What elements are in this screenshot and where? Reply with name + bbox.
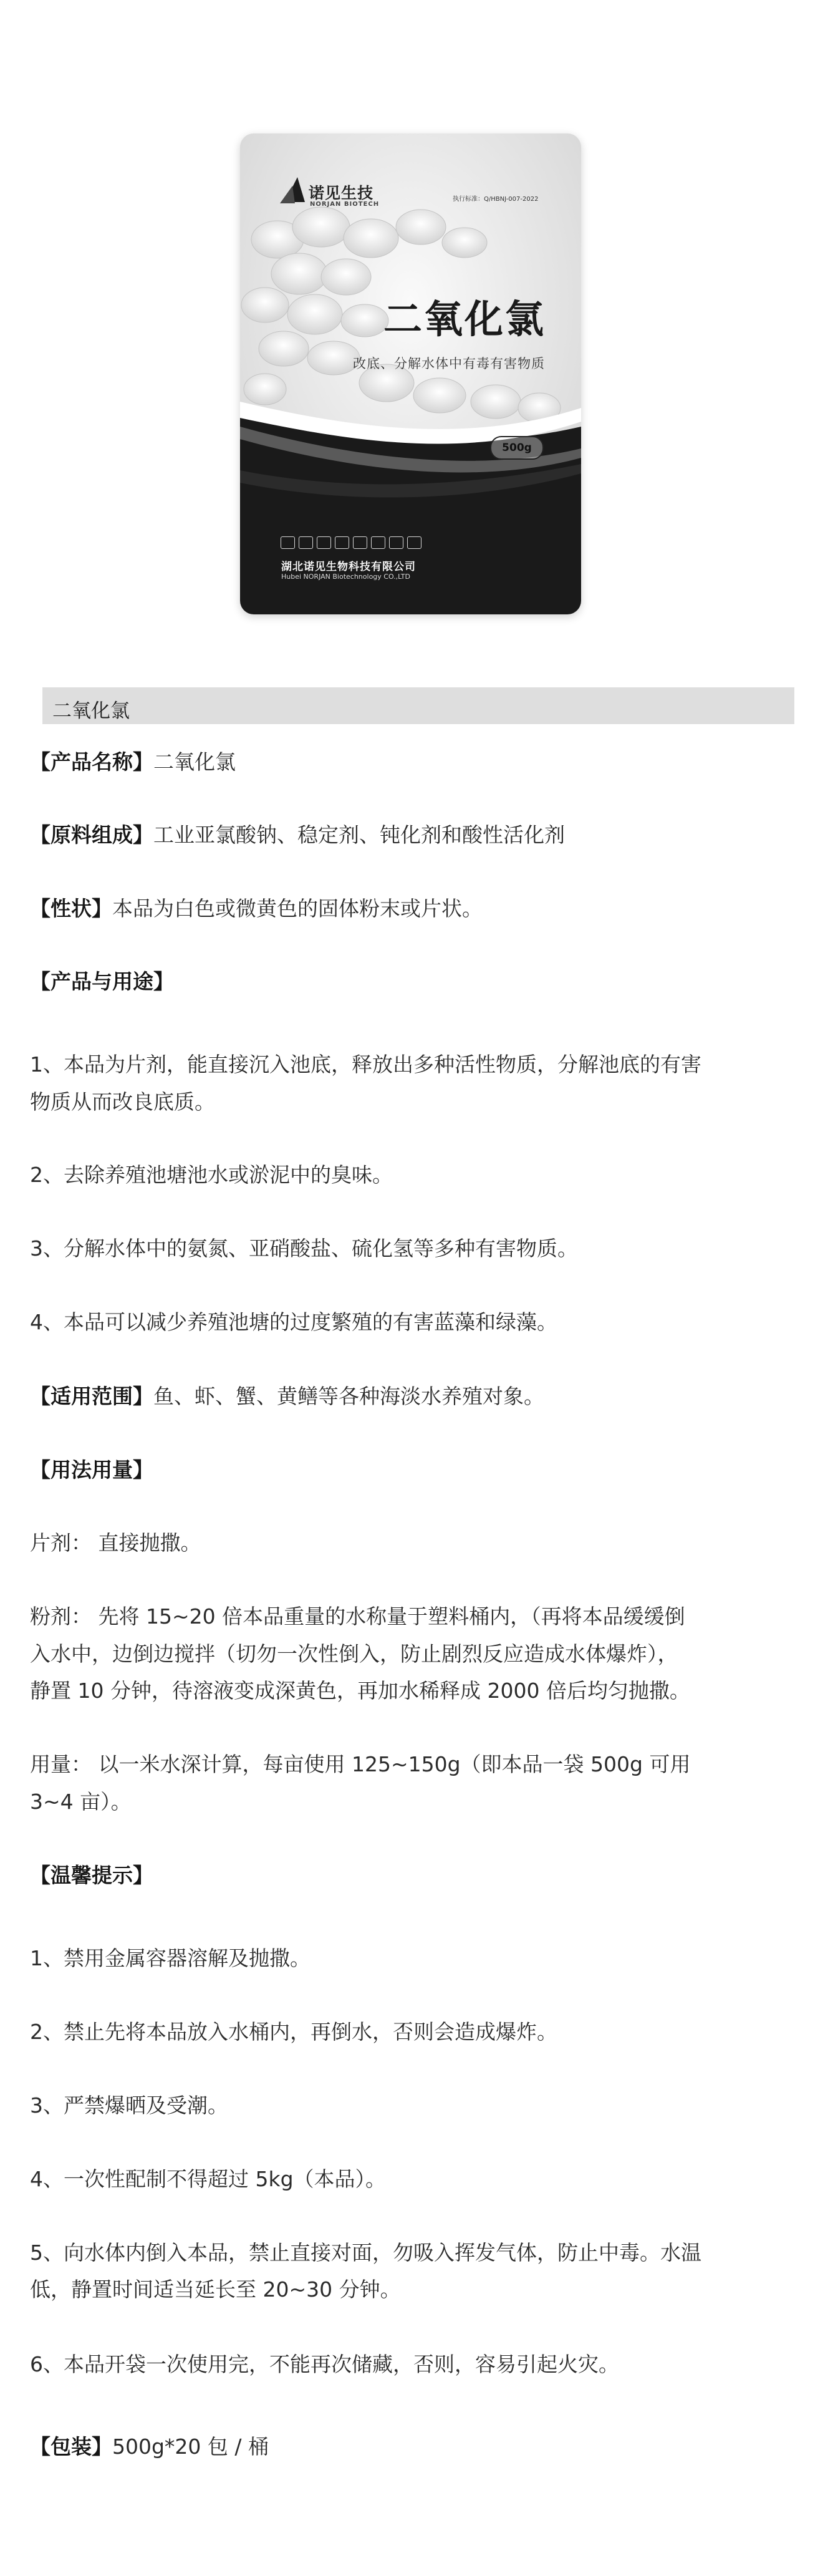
package-product-name: 二氧化氯 (383, 296, 546, 342)
tips-item-4: 4、一次性配制不得超过 5kg（本品）。 (30, 2167, 387, 2191)
tips-item-1: 1、禁用金属容器溶解及抛撒。 (30, 1946, 311, 1970)
packaging-label: 【包装】 (30, 2434, 112, 2459)
packaging-value: 500g*20 包 / 桶 (112, 2434, 269, 2459)
dosage-powder-line-2: 入水中，边倒边搅拌（切勿一次性倒入，防止剧烈反应造成水体爆炸）， (30, 1642, 678, 1666)
tips-heading: 【温馨提示】 (30, 1863, 153, 1887)
ingredients-label: 【原料组成】 (30, 823, 153, 847)
dosage-powder-line-3: 静置 10 分钟，待溶液变成深黄色，再加水稀释成 2000 倍后均匀抛撒。 (30, 1678, 690, 1703)
scope-label: 【适用范围】 (30, 1384, 153, 1408)
tips-item-6: 6、本品开袋一次使用完，不能再次储藏，否则，容易引起火灾。 (30, 2352, 619, 2376)
package-subtitle: 改底、分解水体中有毒有害物质 (353, 356, 545, 371)
properties-value: 本品为白色或微黄色的固体粉末或片状。 (112, 896, 483, 921)
uses-item-3: 3、分解水体中的氨氮、亚硝酸盐、硫化氢等多种有害物质。 (30, 1236, 578, 1261)
frog-icon (371, 536, 385, 549)
dosage-amount-line-2: 3~4 亩）。 (30, 1789, 132, 1814)
scope-line (30, 1380, 544, 1413)
package-brand-name-en: NORJAN BIOTECH (310, 201, 380, 208)
dosage-amount-line-1: 用量： 以一米水深计算，每亩使用 125~150g（即本品一袋 500g 可用 (30, 1752, 691, 1776)
uses-item-1-line-1: 1、本品为片剂，能直接沉入池底，释放出多种活性物质，分解池底的有害 (30, 1052, 701, 1077)
tips-item-3: 3、严禁爆晒及受潮。 (30, 2093, 228, 2118)
tips-item-5-line-1: 5、向水体内倒入本品，禁止直接对面，勿吸入挥发气体，防止中毒。水温 (30, 2240, 701, 2265)
ingredients-value: 工业亚氯酸钠、稳定剂、钝化剂和酸性活化剂 (153, 823, 565, 847)
dosage-heading: 【用法用量】 (30, 1458, 153, 1482)
uses-heading: 【产品与用途】 (30, 969, 174, 994)
crab-icon (317, 536, 331, 549)
uses-item-2: 2、去除养殖池塘池水或淤泥中的臭味。 (30, 1163, 393, 1187)
product-title: 二氧化氯 (52, 700, 130, 722)
product-package-image (240, 133, 581, 614)
product-name-value: 二氧化氯 (153, 750, 236, 774)
properties-line (30, 892, 483, 926)
uses-item-1-line-2: 物质从而改良底质。 (30, 1090, 215, 1114)
package-weight-badge: 500g (490, 436, 544, 460)
product-name-label: 【产品名称】 (30, 750, 153, 774)
shellfish-icon (389, 536, 403, 549)
eel-icon (335, 536, 349, 549)
fish-icon (281, 536, 295, 549)
package-species-icons (281, 536, 421, 549)
package-company: 湖北诺见生物科技有限公司 (281, 561, 416, 573)
scope-value: 鱼、虾、蟹、黄鳝等各种海淡水养殖对象。 (153, 1384, 544, 1408)
dosage-powder-line-1: 粉剂： 先将 15~20 倍本品重量的水称量于塑料桶内，（再将本品缓缓倒 (30, 1604, 685, 1629)
package-company-en: Hubei NORJAN Biotechnology CO.,LTD (281, 573, 410, 581)
tips-item-2: 2、禁止先将本品放入水桶内，再倒水，否则会造成爆炸。 (30, 2020, 557, 2044)
sea-cucumber-icon (407, 536, 421, 549)
product-name-line (30, 745, 236, 779)
package-standard: 执行标准：Q/HBNJ-007-2022 (453, 196, 539, 203)
turtle-icon (353, 536, 367, 549)
tips-item-5-line-2: 低，静置时间适当延长至 20~30 分钟。 (30, 2277, 401, 2302)
uses-item-4: 4、本品可以减少养殖池塘的过度繁殖的有害蓝藻和绿藻。 (30, 1310, 557, 1334)
product-title-bar (42, 687, 794, 724)
packaging-line (30, 2430, 269, 2464)
package-brand-name: 诺见生技 (309, 184, 374, 202)
properties-label: 【性状】 (30, 896, 112, 921)
ingredients-line (30, 818, 565, 852)
dosage-tablet: 片剂： 直接抛撒。 (30, 1531, 201, 1555)
shrimp-icon (299, 536, 313, 549)
